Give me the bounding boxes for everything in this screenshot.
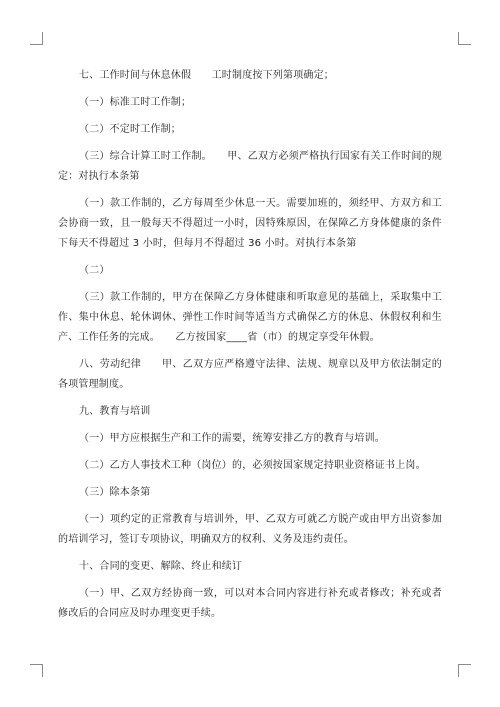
paragraph: （一）甲方应根据生产和工作的需要，统筹安排乙方的教育与培训。 xyxy=(79,433,385,444)
paragraph: （二）乙方人事技术工种（岗位）的，必须按国家规定持职业资格证书上岗。 xyxy=(79,460,426,471)
paragraph: （一）款工作制的，乙方每周至少休息一天。需要加班的，须经甲、方双方和工会协商一致，且一般每天不得超过一小时，因特殊原因，在保障乙方身体健康的条件下每天不得超过 3 小时，但每月不得超过 36 小时。对执行本条第 xyxy=(58,198,442,249)
paragraph: （三）除本条第 xyxy=(79,487,151,498)
document-body xyxy=(58,66,442,631)
paragraph: 九、教育与培训 xyxy=(79,406,151,417)
crop-mark-top-right xyxy=(458,32,471,45)
paragraph: 八、劳动纪律 甲、乙双方应严格遵守法律、法规、规章以及甲方依法制定的各项管理制度。 xyxy=(58,359,442,390)
paragraph: （一）项约定的正常教育与培训外，甲、乙双方可就乙方脱产或由甲方出资参加的培训学习，签订专项协议，明确双方的权利、义务及违约责任。 xyxy=(58,514,442,545)
crop-mark-top-left xyxy=(30,32,43,45)
crop-mark-bottom-left xyxy=(30,664,43,677)
paragraph: （三）款工作制的，甲方在保障乙方身体健康和听取意见的基础上，采取集中工作、集中休息、轮休调休、弹性工作时间等适当方式确保乙方的休息、休假权利和生产、工作任务的完成。 乙方按国家____省（市）的规定享受年休假。 xyxy=(58,292,442,343)
crop-mark-bottom-right xyxy=(458,664,471,677)
paragraph: 十、合同的变更、解除、终止和续订 xyxy=(79,561,243,572)
paragraph: （一）标准工时工作制； xyxy=(79,97,192,108)
paragraph: （二） xyxy=(79,265,110,276)
paragraph: 七、工作时间与休息休假 工时制度按下列第项确定； xyxy=(79,70,334,81)
paragraph: （三）综合计算工时工作制。 甲、乙双方必须严格执行国家有关工作时间的规定：对执行本条第 xyxy=(58,151,442,182)
paragraph: （二）不定时工作制； xyxy=(79,124,181,135)
paragraph: （一）甲、乙双方经协商一致，可以对本合同内容进行补充或者修改；补充或者修改后的合同应及时办理变更手续。 xyxy=(58,588,442,619)
